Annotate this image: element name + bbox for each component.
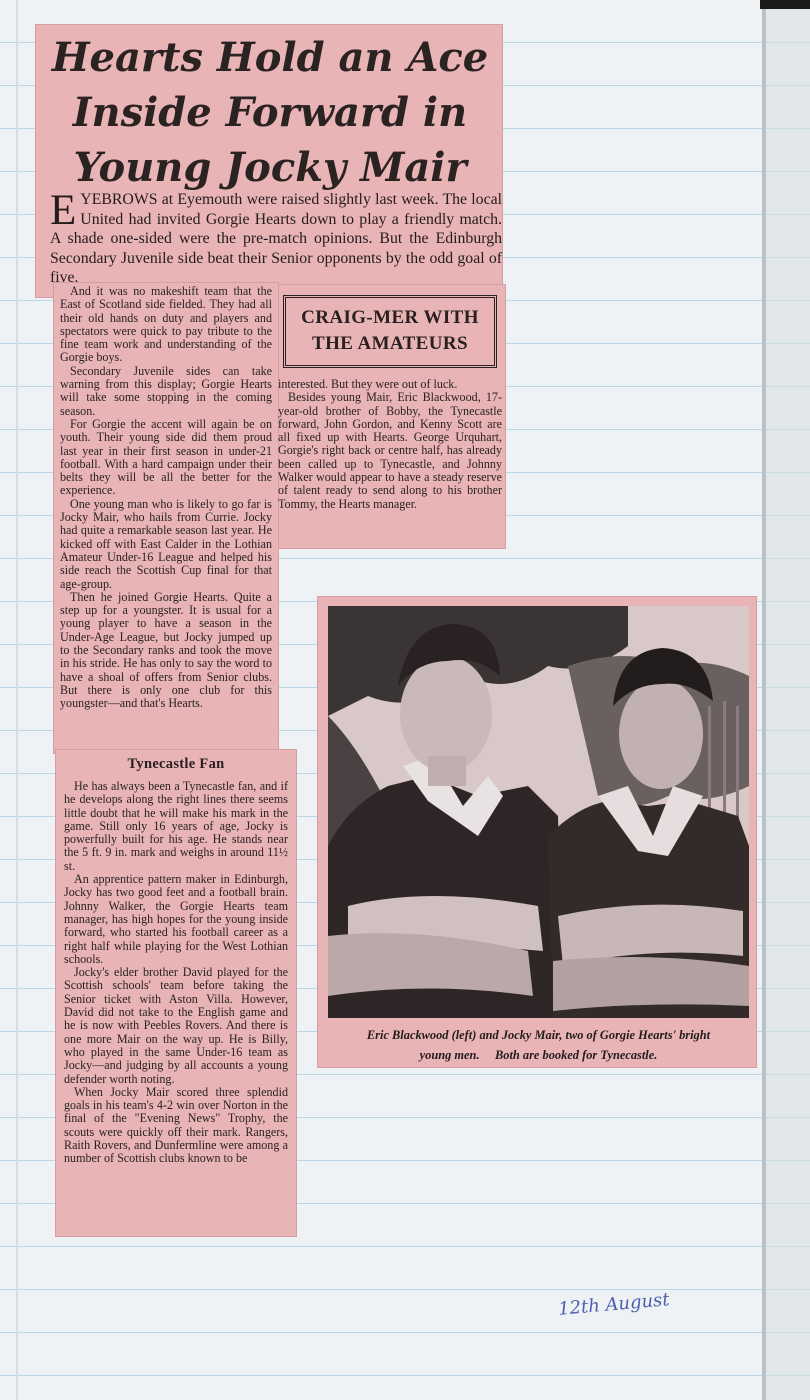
book-corner [760, 0, 810, 9]
column-lower [64, 780, 288, 1166]
boxed-heading-line: THE AMATEURS [312, 333, 468, 354]
article-headline: Hearts Hold an Ace Inside Forward in Young Jocky Mair [51, 34, 489, 191]
column-left [60, 285, 272, 711]
dropcap: E [50, 187, 77, 234]
paragraph: Jocky's elder brother David played for the Scottish schools' team before taking the Senior ticket with Aston Villa. However, David did not take to the English game and he is now with Peebles Rovers. And there is one more Mair on the way up. He is Billy, who played in the same Under-16 team as Jocky—and judging by all accounts a young defender worth noting. [64, 965, 288, 1086]
paragraph: An apprentice pattern maker in Edinburgh, Jocky has two good feet and a football brain. Johnny Walker, the Gorgie Hearts team manager, has high hopes for the young inside forward, who started his football career as a right half while playing for the West Lothian schools. [64, 872, 288, 966]
article-lede [50, 187, 502, 288]
column-right [278, 378, 502, 511]
subheading: Tynecastle Fan [127, 756, 225, 772]
paragraph: Besides young Mair, Eric Blackwood, 17-year-old brother of Bobby, the Tynecastle forward, John Gordon, and Kenny Scott are all fixed up with Hearts. George Urquhart, Gorgie's right back or centre half, has already been called up to Tynecastle, and Johnny Walker would appear to have a steady reserve of talent ready to send along to his brother Tommy, the Hearts manager. [278, 390, 502, 511]
boxed-heading [283, 295, 497, 368]
caption-line: Eric Blackwood (left) and Jocky Mair, two of Gorgie Hearts' bright [366, 1028, 711, 1042]
paragraph: One young man who is likely to go far is Jocky Mair, who hails from Currie. Jocky had quite a remarkable season last year. He kicked off with East Calder in the Lothian Amateur Under-16 League and helped his side reach the Scottish Cup final for that age-group. [60, 496, 272, 591]
paragraph: Secondary Juvenile sides can take warning from this display; Gorgie Hearts will take some stopping in the coming season. [60, 363, 272, 418]
photo-illustration [328, 606, 749, 1018]
paragraph: He has always been a Tynecastle fan, and if he develops along the right lines there seems little doubt that he will make his mark in the game. Still only 16 years of age, Jocky is powerfully built for his age. He stands near the 5 ft. 9 in. mark and weighs in around 11½ st. [64, 779, 288, 873]
handwritten-date: 12th August [557, 1289, 671, 1320]
paragraph: Then he joined Gorgie Hearts. Quite a step up for a youngster. It is usual for a young player to have a season in the Under-Age League, but Jocky jumped up to the Secondary ranks and took the move in his stride. He has only to say the word to have a shoal of offers from Senior clubs. But there is only one club for this youngster—and that's Hearts. [60, 589, 272, 711]
lede-text: YEBROWS at Eyemouth were raised slightly last week. The local United had invited Gorgie Hearts down to play a friendly match. A shade one-sided were the pre-match opinions. But the Edinburgh Secondary Juvenile side beat their Senior opponents by the odd goal of five. [50, 191, 502, 286]
next-page-strip [766, 0, 810, 1400]
photo-caption [328, 1025, 749, 1065]
paragraph: For Gorgie the accent will again be on youth. Their young side did them proud last year in their first season in under-21 football. With a hard campaign under their belts they will be all the better for the experience. [60, 416, 272, 498]
player-photo [328, 606, 749, 1018]
page-margin-line [16, 0, 18, 1400]
caption-line: young men. Both are booked for Tynecastle. [419, 1048, 658, 1062]
paragraph: When Jocky Mair scored three splendid goals in his team's 4-2 win over Norton in the final of the "Evening News" Trophy, the scouts were quickly off their mark. Rangers, Raith Rovers, and Dunfermline were among a number of Scottish clubs known to be [64, 1084, 288, 1166]
paragraph: interested. But they were out of luck. [278, 377, 458, 391]
boxed-heading-line: CRAIG-MER WITH [301, 307, 479, 328]
paragraph: And it was no makeshift team that the East of Scotland side fielded. They had all their old hands on duty and players and spectators were quick to pay tribute to the fine team work and understanding of the Gorgie boys. [60, 284, 272, 365]
